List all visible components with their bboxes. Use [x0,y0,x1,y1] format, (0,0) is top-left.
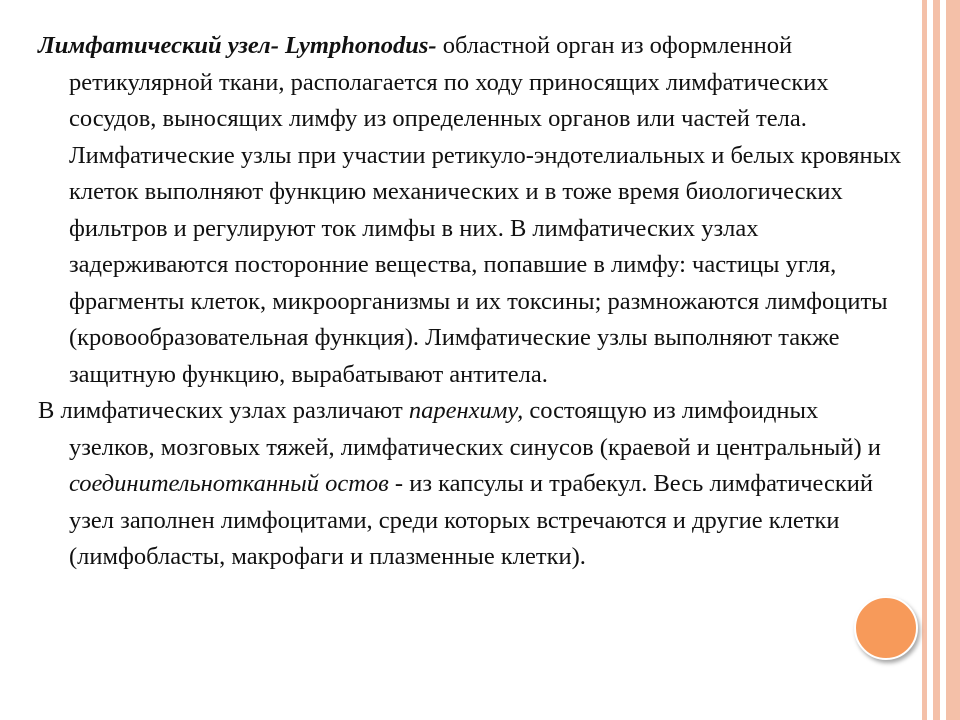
slide-body [38,28,906,576]
term-parenchyma: паренхиму, [408,397,524,424]
decorative-circle [854,596,918,660]
paragraph-text: В лимфатических узлах различают [38,397,409,424]
paragraph-lymph-node-structure [38,393,906,576]
paragraph-text: состоящую из лимфоидных узелков, мозговых тяжей, лимфатических синусов (краевой и центральный) и [69,397,881,461]
decorative-stripe [933,0,940,720]
term-connective-stroma: соединительнотканный остов [69,470,389,497]
paragraph-lymph-node-definition [38,28,906,393]
decorative-stripe [922,0,927,720]
paragraph-text: областной орган из оформленной ретикулярной ткани, располагается по ходу приносящих лимфатических сосудов, выносящих лимфу из определенных органов или частей тела. Лимфатические узлы при участии ретикуло-эндотелиальных и белых кровяных клеток выполняют функцию механических и в тоже время биологических фильтров и регулируют ток лимфы в них. В лимфатических узлах задерживаются посторонние вещества, попавшие в лимфу: частицы угля, фрагменты клеток, микроорганизмы и их токсины; размножаются лимфоциты (кровообразовательная функция). Лимфатические узлы выполняют также защитную функцию, вырабатывают антитела. [69,32,902,388]
decorative-stripe [946,0,960,720]
term-lymph-node: Лимфатический узел- Lymphonodus- [38,32,437,59]
paragraph-text: - из капсулы и трабекул. Весь лимфатический узел заполнен лимфоцитами, среди которых встречаются и другие клетки (лимфобласты, макрофаги и плазменные клетки). [69,470,874,570]
